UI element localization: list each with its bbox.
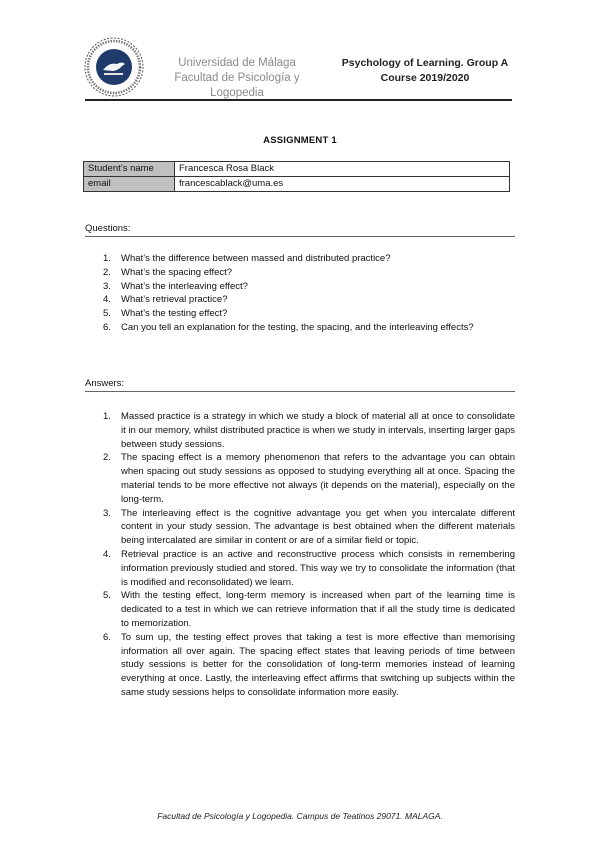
list-item: 5. With the testing effect, long-term memory is increased when part of the learning time is dedicated to a test in which we can retrieve information that if all the study time is dedicated to memorization.	[103, 590, 515, 629]
list-item: 4. Retrieval practice is an active and reconstructive process which consists in remembering information previously studied and stored. This way we try to consolidate the information (that is modified and reconsolidated) we learn.	[103, 548, 515, 588]
list-item: 6. Can you tell an explanation for the testing, the spacing, and the interleaving effects?	[103, 321, 474, 333]
course-title: Psychology of Learning. Group A	[341, 57, 509, 69]
student-info-table	[83, 161, 510, 192]
table-row	[84, 162, 510, 177]
list-item: 3. The interleaving effect is the cognitive advantage you get when you intercalate different content in your study session. The advantage is best obtained when the different materials being intercalated are similar in content or are of a similar field or topic.	[103, 507, 515, 547]
table-row	[84, 177, 510, 192]
page-title: ASSIGNMENT 1	[263, 135, 337, 146]
student-name-label: Student’s name	[84, 162, 175, 177]
university-name	[152, 56, 322, 101]
student-name-value: Francesca Rosa Black	[175, 162, 510, 177]
page-footer: Facultad de Psicología y Logopedia. Campus de Teatinos 29071. MALAGA.	[157, 811, 443, 821]
university-seal-icon	[83, 36, 145, 98]
list-item: 4. What’s retrieval practice?	[103, 294, 228, 306]
list-item: 1. What’s the difference between massed and distributed practice?	[103, 253, 391, 264]
answers-section-header	[85, 378, 515, 392]
list-item: 1. Massed practice is a strategy in which we study a block of material all at once to consolidate it in our memory, whilst distributed practice is when we study in intervals, inserting larger gaps between study sessions.	[103, 411, 515, 450]
email-value: francescablack@uma.es	[175, 177, 510, 192]
list-item: 3. What’s the interleaving effect?	[103, 280, 248, 292]
list-item: 2. The spacing effect is a memory phenomenon that refers to the advantage you can obtain when spacing out study sessions as opposed to studying everything all at once. Spacing the material tends to be more effective not always (it depends on the material), especially on the long-term.	[103, 452, 515, 505]
questions-heading: Questions:	[85, 223, 515, 237]
header-divider	[85, 99, 512, 101]
list-item: 2. What’s the spacing effect?	[103, 266, 233, 278]
answers-heading: Answers:	[85, 378, 515, 392]
faculty-line: Facultad de Psicología y Logopedia	[174, 72, 300, 99]
answers-list	[101, 410, 515, 700]
questions-list	[101, 252, 515, 335]
course-info	[340, 56, 510, 86]
list-item: 5. What’s the testing effect?	[103, 308, 228, 320]
email-label: email	[84, 177, 175, 192]
course-year: Course 2019/2020	[380, 72, 470, 84]
questions-section-header	[85, 223, 515, 237]
list-item: 6. To sum up, the testing effect proves that taking a test is more effective than memorising information all over again. The spacing effect states that leaving periods of time between study sessions is better for the consolidation of long-term memories instead of learning everything at once. Lastly, the interleaving effect affirms that switching up subjects within the same study sessions helps to consolidate information more easily.	[103, 631, 515, 698]
university-line: Universidad de Málaga	[178, 57, 296, 69]
